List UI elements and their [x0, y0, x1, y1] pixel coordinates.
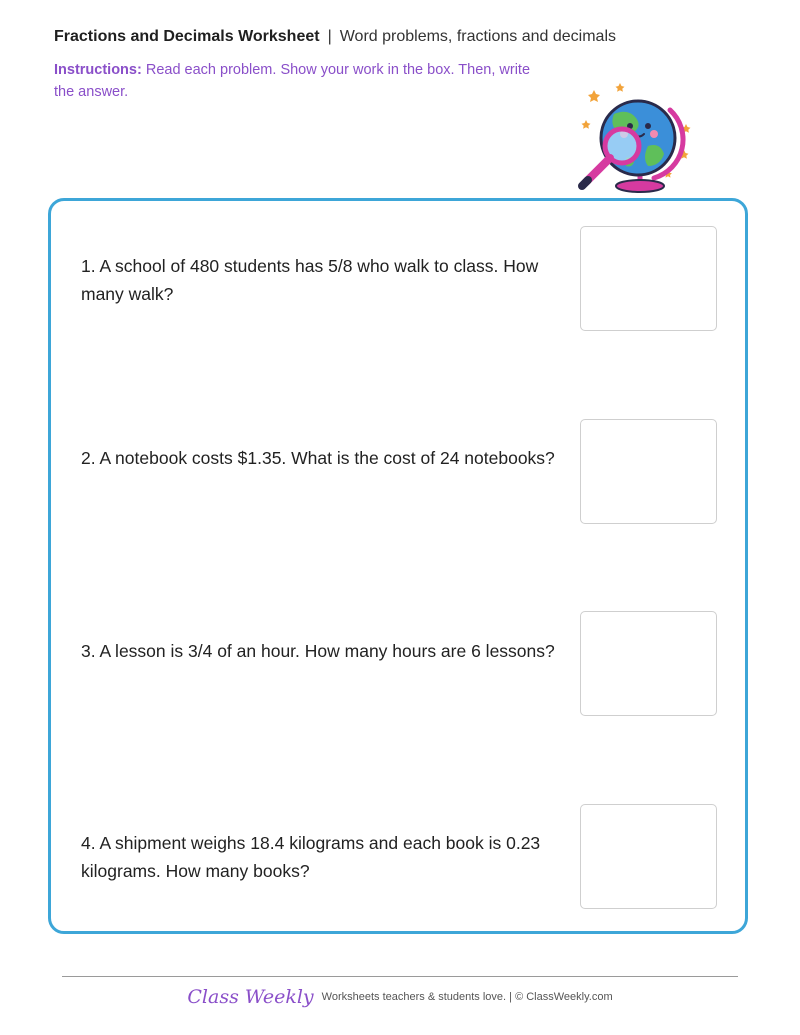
worksheet-subtitle: Word problems, fractions and decimals [339, 28, 616, 45]
instructions [54, 59, 534, 103]
worksheet-header [54, 27, 616, 47]
footer-divider [62, 976, 738, 977]
footer [0, 986, 800, 1008]
instructions-text: Read each problem. Show your work in the box. Then, write the answer. [54, 62, 531, 100]
problem-4: 4. A shipment weighs 18.4 kilograms and each book is 0.23 kilograms. How many books? [81, 833, 541, 881]
answer-box-3[interactable] [580, 611, 717, 716]
answer-box-4[interactable] [580, 804, 717, 909]
footer-tagline: Worksheets teachers & students love. | © ClassWeekly.com [321, 991, 613, 1003]
answer-box-1[interactable] [580, 226, 717, 331]
problem-3: 3. A lesson is 3/4 of an hour. How many hours are 6 lessons? [81, 641, 555, 661]
problem-2: 2. A notebook costs $1.35. What is the cost of 24 notebooks? [81, 448, 555, 468]
brand-logo: Class Weekly [187, 986, 314, 1008]
answer-box-2[interactable] [580, 419, 717, 524]
instructions-label: Instructions: [54, 62, 142, 78]
globe-with-magnifier-icon [574, 80, 694, 195]
problem-1: 1. A school of 480 students has 5/8 who walk to class. How many walk? [81, 256, 539, 304]
worksheet-title: Fractions and Decimals Worksheet [54, 28, 320, 45]
header-separator: | [327, 28, 332, 45]
